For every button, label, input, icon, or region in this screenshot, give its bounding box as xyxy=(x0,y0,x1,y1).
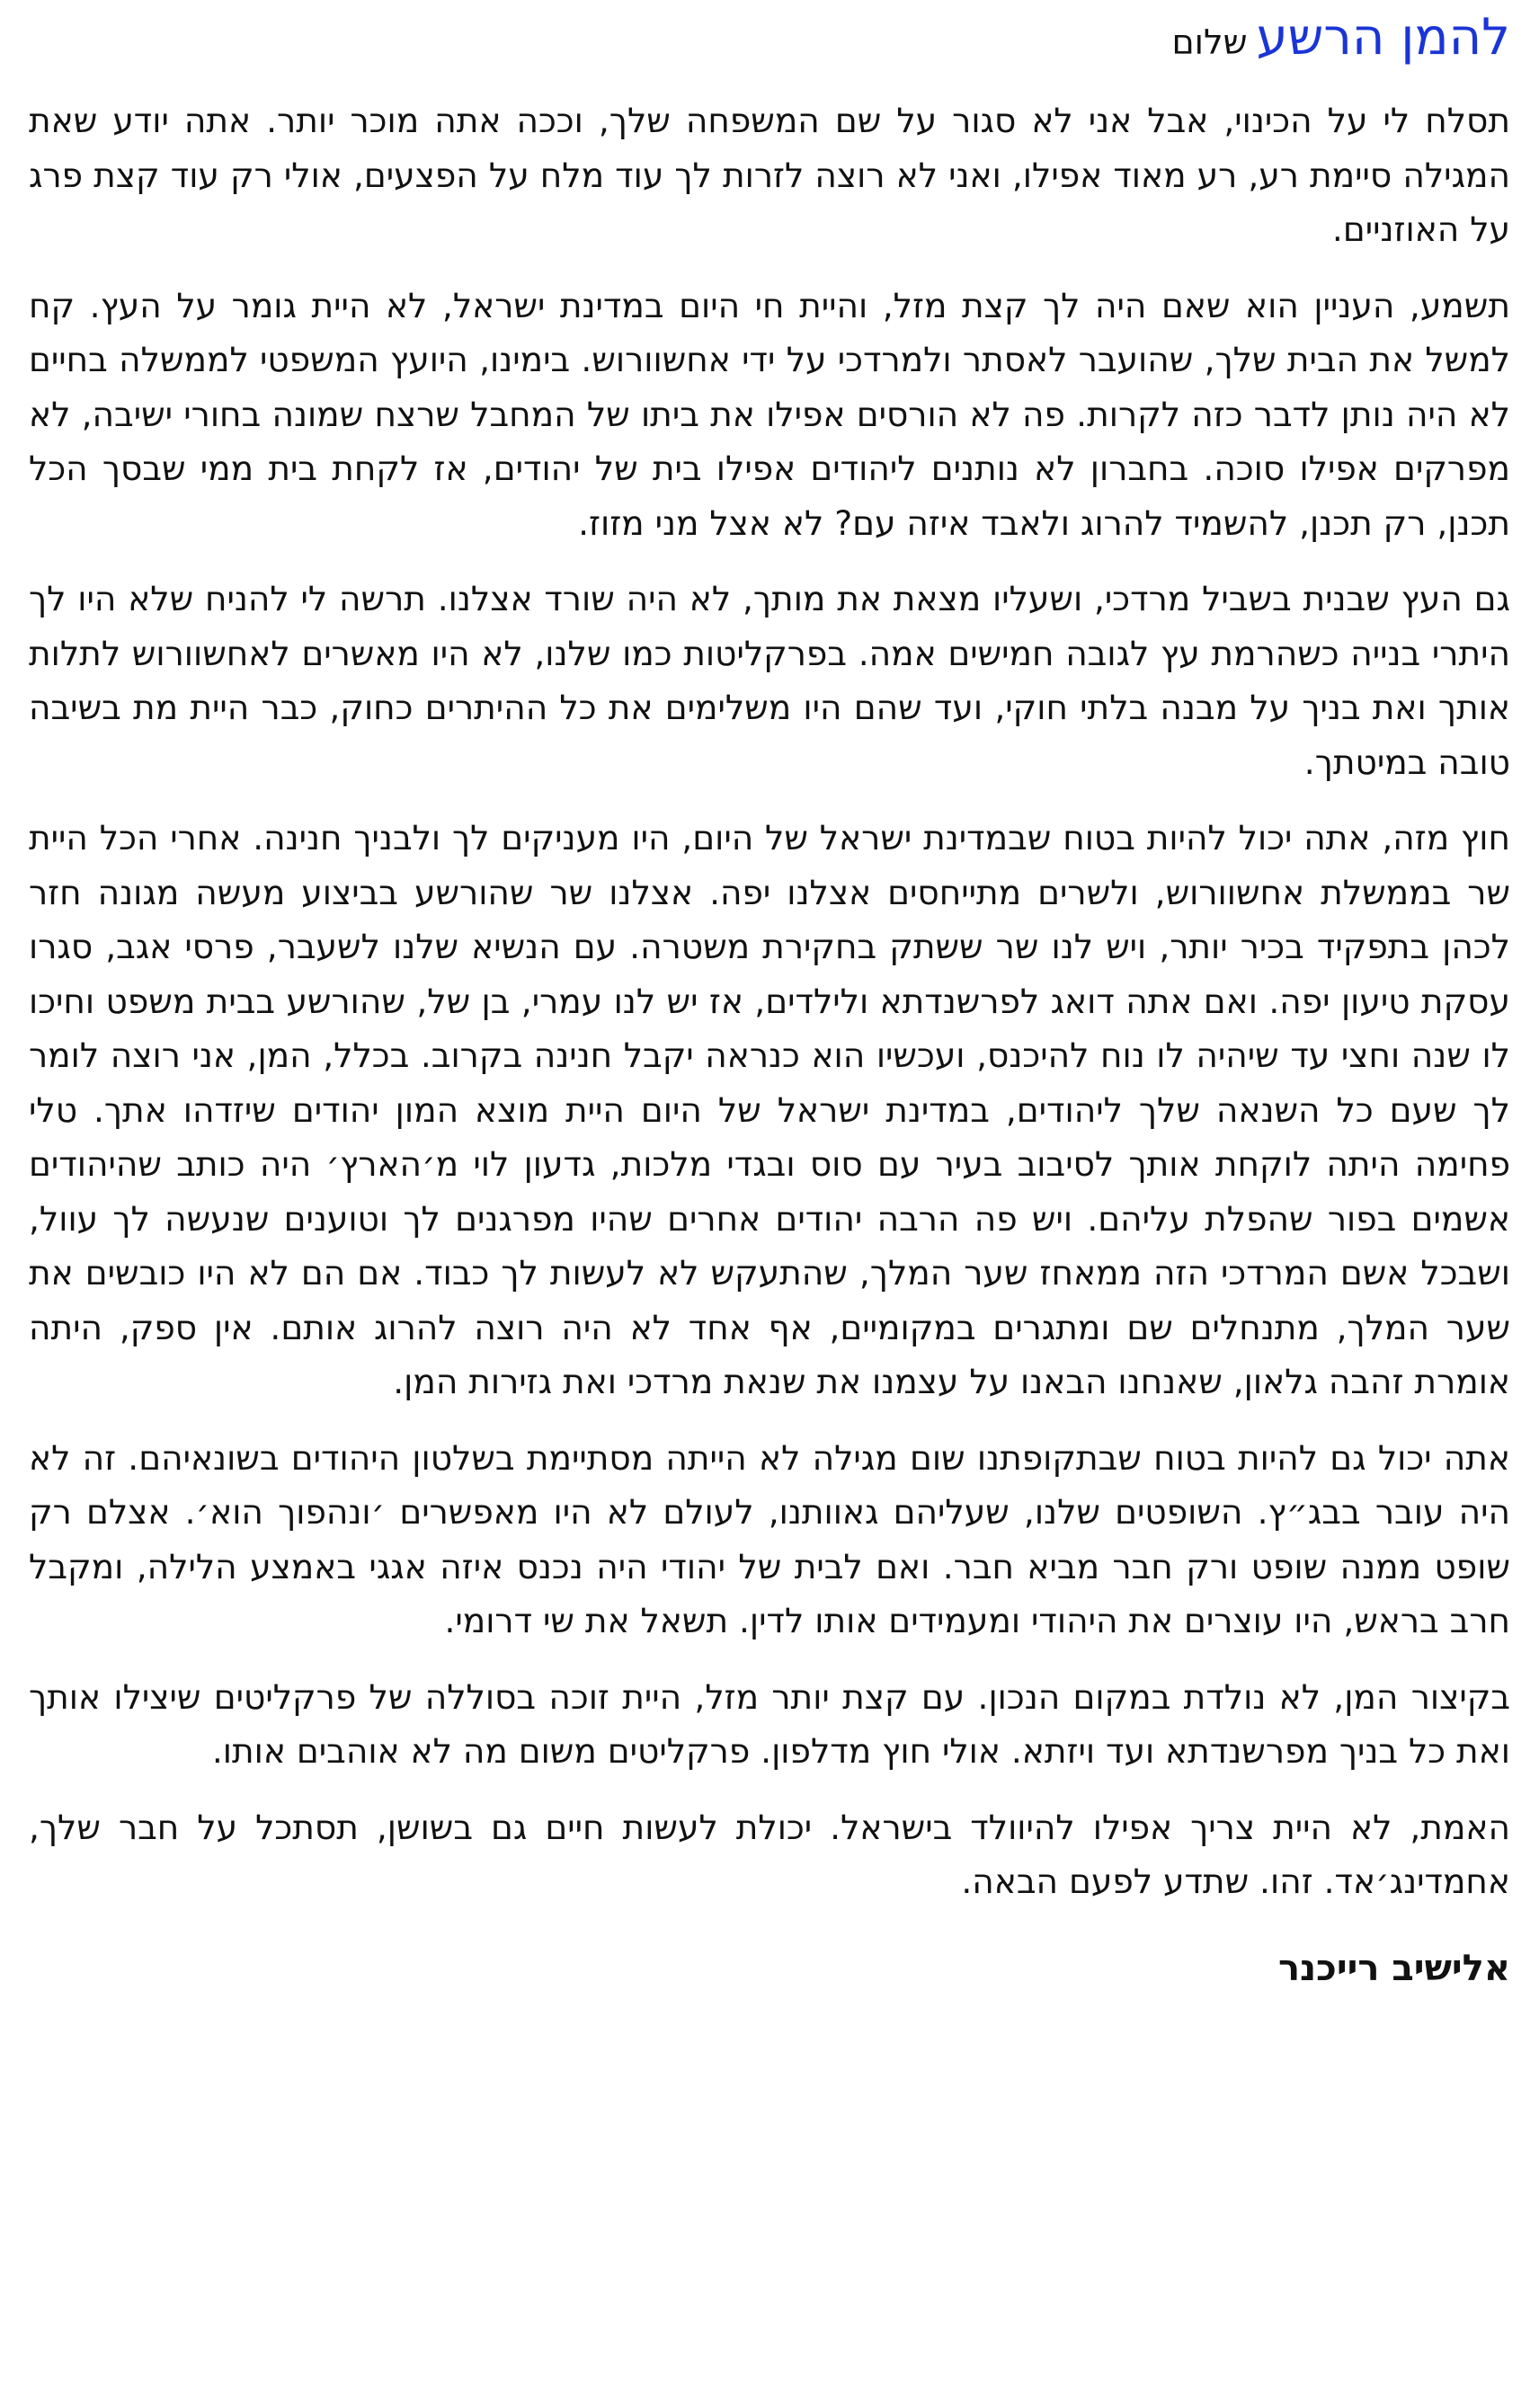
paragraph-3: גם העץ שבנית בשביל מרדכי, ושעליו מצאת את מותך, לא היה שורד אצלנו. תרשה לי להניח שלא היו לך היתרי בנייה כשהרמת עץ לגובה חמישים אמה. בפרקליטות כמו שלנו, לא היו מאשרים לאחשוורוש לתלות אותך ואת בניך על מבנה בלתי חוקי, ועד שהם היו משלימים את כל ההיתרים כחוק, כבר היית מת בשיבה טובה במיטתך. xyxy=(29,579,1510,782)
paragraph-6: בקיצור המן, לא נולדת במקום הנכון. עם קצת יותר מזל, היית זוכה בסוללה של פרקליטים שיצילו אותך ואת כל בניך מפרשנדתא ועד ויזתא. אולי חוץ מדלפון. פרקליטים משום מה לא אוהבים אותו. xyxy=(29,1676,1510,1771)
letter-heading xyxy=(29,9,1510,67)
paragraph-2: תשמע, העניין הוא שאם היה לך קצת מזל, והיית חי היום במדינת ישראל, לא היית גומר על העץ. קח למשל את הבית שלך, שהועבר לאסתר ולמרדכי על ידי אחשוורוש. בימינו, היועץ המשפטי לממשלה בחיים לא היה נותן לדבר כזה לקרות. פה לא הורסים אפילו את ביתו של המחבל שרצח שמונה בחורי ישיבה, לא מפרקים אפילו סוכה. בחברון לא נותנים ליהודים אפילו בית של יהודים, אז לקחת בית ממי שבסך הכל תכנן, רק תכנן, להשמיד להרוג ולאבד איזה עם? לא אצל מני מזוז. xyxy=(29,285,1510,543)
paragraph-1: תסלח לי על הכינוי, אבל אני לא סגור על שם המשפחה שלך, וככה אתה מוכר יותר. אתה יודע שאת המגילה סיימת רע, רע מאוד אפילו, ואני לא רוצה לזרות לך עוד מלח על הפצעים, אולי רק עוד קצת פרג על האוזניים. xyxy=(29,101,1510,249)
paragraph-4: חוץ מזה, אתה יכול להיות בטוח שבמדינת ישראל של היום, היו מעניקים לך ולבניך חנינה. אחרי הכל היית שר בממשלת אחשוורוש, ולשרים מתייחסים אצלנו יפה. אצלנו שר שהורשע בביצוע מעשה מגונה חזר לכהן בתפקיד בכיר יותר, ויש לנו שר ששתק בחקירת משטרה. עם הנשיא שלנו לשעבר, פרסי אגב, סגרו עסקת טיעון יפה. ואם אתה דואג לפרשנדתא ולילדים, אז יש לנו עמרי, בן של, שהורשע בבית משפט וחיכו לו שנה וחצי עד שיהיה לו נוח להיכנס, ועכשיו הוא כנראה יקבל חנינה בקרוב. בכלל, המן, אני רוצה לומר לך שעם כל השנאה שלך ליהודים, במדינת ישראל של היום היית מוצא המון יהודים שיזדהו אתך. טלי פחימה היתה לוקחת אותך לסיבוב בעיר עם סוס ובגדי מלכות, גדעון לוי מ׳הארץ׳ היה כותב שהיהודים אשמים בפור שהפלת עליהם. ויש פה הרבה יהודים אחרים שהיו מפרגנים לך וטוענים שנעשה לך עוול, ושבכל אשם המרדכי הזה ממאחז שער המלך, שהתעקש לא לעשות לך כבוד. אם הם לא היו כובשים את שער המלך, מתנחלים שם ומתגרים במקומיים, אף אחד לא היה רוצה להרוג אותם. אין ספק, היתה אומרת זהבה גלאון, שאנחנו הבאנו על עצמנו את שנאת מרדכי ואת גזירות המן. xyxy=(29,818,1510,1401)
letter-signature: אלישיב רייכנר xyxy=(1277,1947,1510,1989)
letter-title: להמן הרשע xyxy=(1256,8,1510,67)
paragraph-7: האמת, לא היית צריך אפילו להיוולד בישראל. יכולת לעשות חיים גם בשושן, תסתכל על חבר שלך, אחמדינג׳אד. זהו. שתדע לפעם הבאה. xyxy=(29,1807,1510,1901)
letter-body xyxy=(29,93,1510,1909)
paragraph-5: אתה יכול גם להיות בטוח שבתקופתנו שום מגילה לא הייתה מסתיימת בשלטון היהודים בשונאיהם. זה לא היה עובר בבג״ץ. השופטים שלנו, שעליהם גאוותנו, לעולם לא היו מאפשרים ׳ונהפוך הוא׳. אצלם רק שופט ממנה שופט ורק חבר מביא חבר. ואם לבית של יהודי היה נכנס איזה אגגי באמצע הלילה, ומקבל חרב בראש, היו עוצרים את היהודי ומעמידים אותו לדין. תשאל את שי דרומי. xyxy=(29,1437,1510,1640)
letter-greeting: שלום xyxy=(1171,22,1248,62)
